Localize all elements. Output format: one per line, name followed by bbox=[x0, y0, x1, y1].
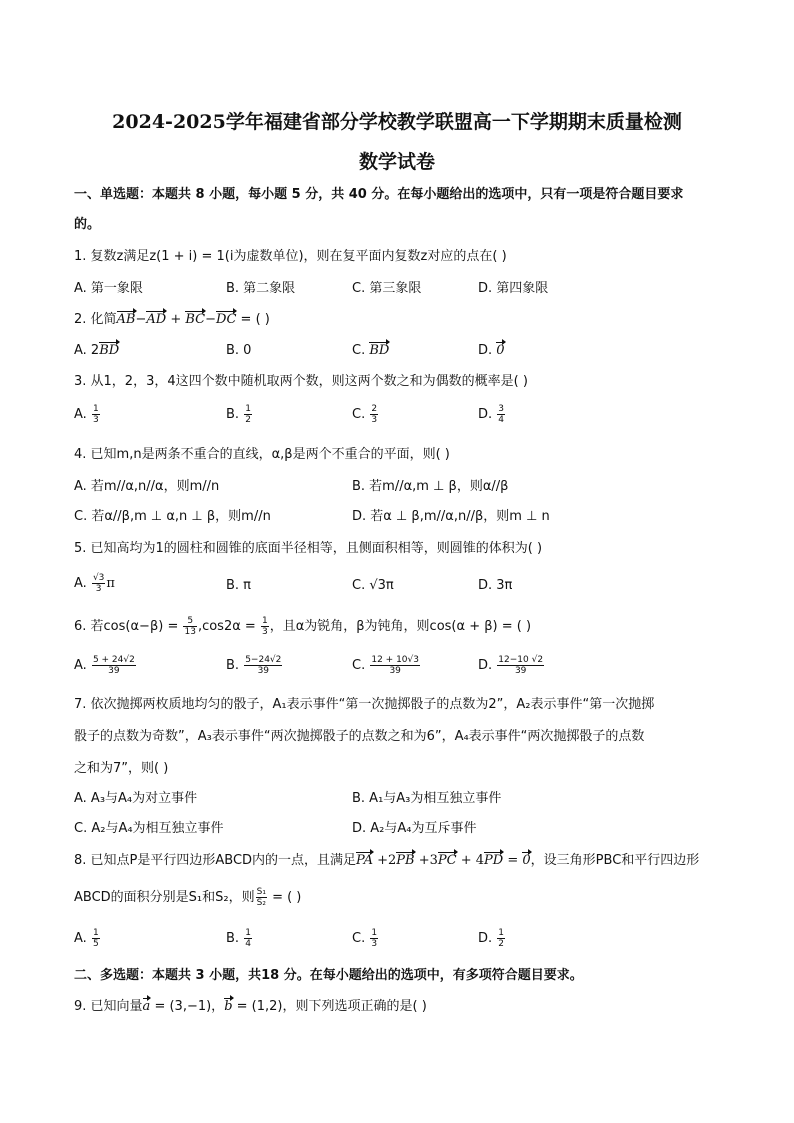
q1-option-b: B. 第二象限 bbox=[226, 281, 296, 296]
q7-option-b: B. A₁与A₃为相互独立事件 bbox=[352, 791, 502, 806]
question-4: 4. 已知m,n是两条不重合的直线，α,β是两个不重合的平面，则( ) bbox=[74, 447, 450, 462]
q1-option-d: D. 第四象限 bbox=[478, 281, 549, 296]
q6-option-c: C. $\frac{12 + 10√3}{39}$ bbox=[352, 655, 419, 676]
question-1: 1. 复数z满足z(1 + i) = 1(i为虚数单位)，则在复平面内复数z对应的点在( ) bbox=[74, 249, 507, 264]
q2-vector: AB bbox=[117, 310, 136, 330]
exam-title: 2024-2025学年福建省部分学校教学联盟高一下学期期末质量检测 bbox=[112, 111, 682, 133]
q3-option-a: A. $\frac{1}{3}$ bbox=[74, 404, 99, 425]
question-8: 8. 已知点P是平行四边形ABCD内的一点，且满足PA +2PB +3PC + 4PD = 0，设三角形PBC和平行四边形 bbox=[74, 851, 724, 871]
section1-heading: 一、单选题：本题共 8 小题，每小题 5 分，共 40 分。在每小题给出的选项中，只有一项是符合题目要求 bbox=[74, 187, 684, 202]
q6-option-d: D. $\frac{12-10 √2}{39}$ bbox=[478, 655, 544, 676]
q5-option-c: C. √3π bbox=[352, 578, 394, 593]
q8-option-b: B. $\frac{1}{4}$ bbox=[226, 928, 251, 949]
q3-option-c: C. $\frac{2}{3}$ bbox=[352, 404, 378, 425]
question-2: 2. 化简AB−AD + BC−DC = ( ) bbox=[74, 310, 724, 330]
q4-option-b: B. 若m//α,m ⊥ β，则α//β bbox=[352, 479, 509, 494]
q2-vector: DC bbox=[216, 310, 236, 330]
q4-option-c: C. 若α//β,m ⊥ α,n ⊥ β，则m//n bbox=[74, 509, 271, 524]
q4-option-a: A. 若m//α,n//α，则m//n bbox=[74, 479, 220, 494]
q7-option-d: D. A₂与A₄为互斥事件 bbox=[352, 821, 477, 836]
section1-heading-cont: 的。 bbox=[74, 217, 101, 232]
q2-option-b: B. 0 bbox=[226, 343, 252, 358]
q7-option-a: A. A₃与A₄为对立事件 bbox=[74, 791, 198, 806]
question-5: 5. 已知高均为1的圆柱和圆锥的底面半径相等，且侧面积相等，则圆锥的体积为( ) bbox=[74, 541, 543, 556]
question-7: 7. 依次抛掷两枚质地均匀的骰子，A₁表示事件“第一次抛掷骰子的点数为2”，A₂表示事件“第一次抛掷 bbox=[74, 697, 655, 712]
question-9: 9. 已知向量a = (3,−1)，b = (1,2)，则下列选项正确的是( ) bbox=[74, 997, 724, 1017]
question-7-cont: 骰子的点数为奇数”，A₃表示事件“两次抛掷骰子的点数之和为6”，A₄表示事件“两次抛掷骰子的点数 bbox=[74, 729, 645, 744]
question-7-cont: 之和为7”，则( ) bbox=[74, 761, 169, 776]
q8-option-d: D. $\frac{1}{2}$ bbox=[478, 928, 505, 949]
q6-option-b: B. $\frac{5-24√2}{39}$ bbox=[226, 655, 282, 676]
q8-option-a: A. $\frac{1}{5}$ bbox=[74, 928, 99, 949]
q2-stem: 2. 化简 bbox=[74, 312, 117, 327]
q2-option-a: A. 2BD bbox=[74, 341, 119, 361]
q5-option-d: D. 3π bbox=[478, 578, 513, 593]
section2-heading: 二、多选题：本题共 3 小题，共18 分。在每小题给出的选项中，有多项符合题目要求。 bbox=[74, 968, 583, 983]
q2-option-d: D. 0 bbox=[478, 341, 505, 361]
q2-tail: = ( ) bbox=[236, 312, 270, 327]
question-6: 6. 若cos(α−β) = $\frac{5}{13}$ ,cos2α = $\frac{1}{3}$ ，且α为锐角，β为钝角，则cos(α + β) = ( ) bbox=[74, 616, 532, 637]
q6-option-a: A. $\frac{5 + 24√2}{39}$ bbox=[74, 655, 135, 676]
q5-option-a: A. $\frac{√3}{3}$ π bbox=[74, 573, 115, 594]
question-8-cont: ABCD的面积分别是S₁和S₂，则 $\frac{\text{S₁}}{\text{S₂}}$ = ( ) bbox=[74, 887, 302, 908]
q4-option-d: D. 若α ⊥ β,m//α,n//β，则m ⊥ n bbox=[352, 509, 550, 524]
q2-vector: AD bbox=[146, 310, 166, 330]
q5-option-b: B. π bbox=[226, 578, 252, 593]
q3-option-b: B. $\frac{1}{2}$ bbox=[226, 404, 251, 425]
question-3: 3. 从1，2，3，4这四个数中随机取两个数，则这两个数之和为偶数的概率是( ) bbox=[74, 374, 528, 389]
exam-subtitle: 数学试卷 bbox=[358, 151, 435, 173]
q8-option-c: C. $\frac{1}{3}$ bbox=[352, 928, 378, 949]
q3-option-d: D. $\frac{3}{4}$ bbox=[478, 404, 505, 425]
q1-option-c: C. 第三象限 bbox=[352, 281, 422, 296]
q7-option-c: C. A₂与A₄为相互独立事件 bbox=[74, 821, 224, 836]
q1-option-a: A. 第一象限 bbox=[74, 281, 143, 296]
q2-option-c: C. BD bbox=[352, 341, 389, 361]
q2-vector: BC bbox=[185, 310, 205, 330]
